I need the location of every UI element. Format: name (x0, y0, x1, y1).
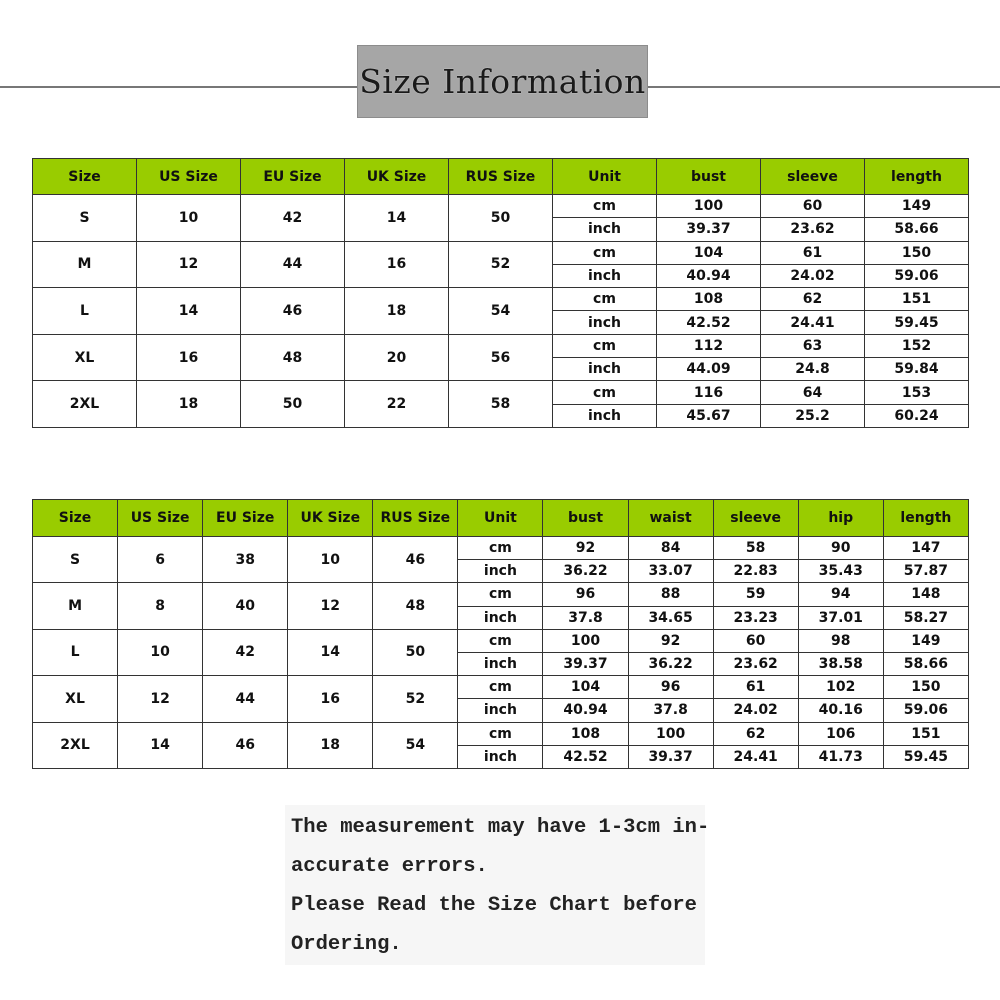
measurement-cell: 24.8 (761, 358, 865, 381)
uk-cell: 14 (345, 195, 449, 242)
table-row (33, 334, 969, 357)
measurement-cell: 23.62 (713, 652, 798, 675)
rus-cell: 52 (373, 676, 458, 722)
measurement-cell: 61 (761, 241, 865, 264)
measurement-cell: 149 (865, 195, 969, 218)
rus-cell: 58 (449, 381, 553, 428)
measurement-cell: 23.23 (713, 606, 798, 629)
table-row (33, 583, 969, 606)
size-cell: S (33, 537, 118, 583)
unit-cell: cm (553, 195, 657, 218)
size-cell: 2XL (33, 381, 137, 428)
column-header: sleeve (761, 159, 865, 195)
measurement-cell: 60.24 (865, 404, 969, 427)
measurement-cell: 38.58 (798, 652, 883, 675)
us-cell: 6 (118, 537, 203, 583)
measurement-cell: 33.07 (628, 560, 713, 583)
column-header: UK Size (288, 500, 373, 537)
table-row (33, 629, 969, 652)
measurement-cell: 58 (713, 537, 798, 560)
measurement-cell: 102 (798, 676, 883, 699)
measurement-cell: 25.2 (761, 404, 865, 427)
measurement-cell: 63 (761, 334, 865, 357)
unit-cell: inch (458, 652, 543, 675)
size-cell: XL (33, 676, 118, 722)
table-row (33, 722, 969, 745)
uk-cell: 12 (288, 583, 373, 629)
measurement-cell: 36.22 (543, 560, 628, 583)
measurement-cell: 62 (761, 288, 865, 311)
column-header: UK Size (345, 159, 449, 195)
measurement-cell: 116 (657, 381, 761, 404)
column-header: EU Size (241, 159, 345, 195)
measurement-cell: 59.84 (865, 358, 969, 381)
size-cell: L (33, 629, 118, 675)
unit-cell: cm (458, 537, 543, 560)
measurement-cell: 22.83 (713, 560, 798, 583)
measurement-cell: 39.37 (543, 652, 628, 675)
size-table-1 (32, 158, 969, 428)
column-header: Unit (553, 159, 657, 195)
measurement-cell: 94 (798, 583, 883, 606)
measurement-cell: 151 (865, 288, 969, 311)
us-cell: 10 (137, 195, 241, 242)
column-header: Size (33, 500, 118, 537)
unit-cell: cm (458, 583, 543, 606)
measurement-cell: 98 (798, 629, 883, 652)
measurement-cell: 108 (543, 722, 628, 745)
table-row (33, 288, 969, 311)
measurement-cell: 150 (865, 241, 969, 264)
measurement-cell: 149 (883, 629, 968, 652)
unit-cell: inch (553, 358, 657, 381)
title-rule-right (648, 86, 1000, 88)
eu-cell: 46 (203, 722, 288, 768)
measurement-cell: 41.73 (798, 745, 883, 768)
measurement-cell: 151 (883, 722, 968, 745)
measurement-cell: 40.94 (543, 699, 628, 722)
rus-cell: 54 (449, 288, 553, 335)
measurement-cell: 36.22 (628, 652, 713, 675)
measurement-cell: 37.8 (628, 699, 713, 722)
size-cell: 2XL (33, 722, 118, 768)
measurement-cell: 39.37 (657, 218, 761, 241)
measurement-cell: 60 (761, 195, 865, 218)
rus-cell: 48 (373, 583, 458, 629)
column-header: US Size (137, 159, 241, 195)
unit-cell: inch (553, 404, 657, 427)
uk-cell: 16 (345, 241, 449, 288)
measurement-cell: 37.01 (798, 606, 883, 629)
measurement-cell: 90 (798, 537, 883, 560)
measurement-cell: 96 (628, 676, 713, 699)
column-header: bust (543, 500, 628, 537)
column-header: EU Size (203, 500, 288, 537)
measurement-cell: 147 (883, 537, 968, 560)
us-cell: 12 (137, 241, 241, 288)
column-header: length (865, 159, 969, 195)
us-cell: 18 (137, 381, 241, 428)
eu-cell: 42 (241, 195, 345, 242)
measurement-cell: 42.52 (657, 311, 761, 334)
column-header: Unit (458, 500, 543, 537)
measurement-cell: 64 (761, 381, 865, 404)
us-cell: 14 (118, 722, 203, 768)
unit-cell: cm (458, 629, 543, 652)
uk-cell: 22 (345, 381, 449, 428)
measurement-cell: 44.09 (657, 358, 761, 381)
measurement-cell: 100 (657, 195, 761, 218)
measurement-cell: 150 (883, 676, 968, 699)
measurement-cell: 62 (713, 722, 798, 745)
size-cell: L (33, 288, 137, 335)
measurement-cell: 153 (865, 381, 969, 404)
rus-cell: 52 (449, 241, 553, 288)
measurement-cell: 40.16 (798, 699, 883, 722)
measurement-cell: 59.06 (865, 264, 969, 287)
unit-cell: inch (458, 699, 543, 722)
page-title: Size Information (357, 45, 648, 118)
measurement-cell: 59.06 (883, 699, 968, 722)
uk-cell: 10 (288, 537, 373, 583)
measurement-cell: 58.66 (865, 218, 969, 241)
unit-cell: cm (458, 676, 543, 699)
measurement-cell: 45.67 (657, 404, 761, 427)
us-cell: 12 (118, 676, 203, 722)
size-cell: XL (33, 334, 137, 381)
size-cell: M (33, 583, 118, 629)
measurement-cell: 59.45 (883, 745, 968, 768)
column-header: bust (657, 159, 761, 195)
us-cell: 14 (137, 288, 241, 335)
note-line: Please Read the Size Chart before (291, 894, 697, 917)
measurement-cell: 92 (628, 629, 713, 652)
measurement-cell: 59 (713, 583, 798, 606)
us-cell: 8 (118, 583, 203, 629)
unit-cell: cm (553, 334, 657, 357)
table-row (33, 537, 969, 560)
column-header: US Size (118, 500, 203, 537)
measurement-cell: 92 (543, 537, 628, 560)
measurement-cell: 24.02 (713, 699, 798, 722)
rus-cell: 56 (449, 334, 553, 381)
column-header: Size (33, 159, 137, 195)
uk-cell: 18 (288, 722, 373, 768)
rus-cell: 46 (373, 537, 458, 583)
unit-cell: inch (458, 606, 543, 629)
column-header: RUS Size (373, 500, 458, 537)
title-rule-left (0, 86, 357, 88)
column-header: hip (798, 500, 883, 537)
eu-cell: 40 (203, 583, 288, 629)
measurement-cell: 61 (713, 676, 798, 699)
rus-cell: 50 (373, 629, 458, 675)
measurement-cell: 23.62 (761, 218, 865, 241)
note-line: Ordering. (291, 933, 402, 956)
column-header: waist (628, 500, 713, 537)
measurement-cell: 40.94 (657, 264, 761, 287)
column-header: RUS Size (449, 159, 553, 195)
note-line: The measurement may have 1-3cm in- (291, 816, 710, 839)
header-row (33, 159, 969, 195)
measurement-cell: 100 (543, 629, 628, 652)
uk-cell: 18 (345, 288, 449, 335)
note-line: accurate errors. (291, 855, 488, 878)
measurement-cell: 58.27 (883, 606, 968, 629)
eu-cell: 38 (203, 537, 288, 583)
measurement-cell: 96 (543, 583, 628, 606)
table-row (33, 676, 969, 699)
measurement-cell: 58.66 (883, 652, 968, 675)
eu-cell: 46 (241, 288, 345, 335)
table-row (33, 241, 969, 264)
unit-cell: inch (553, 311, 657, 334)
eu-cell: 50 (241, 381, 345, 428)
measurement-cell: 60 (713, 629, 798, 652)
measurement-cell: 59.45 (865, 311, 969, 334)
measurement-cell: 148 (883, 583, 968, 606)
size-cell: S (33, 195, 137, 242)
measurement-cell: 106 (798, 722, 883, 745)
eu-cell: 44 (203, 676, 288, 722)
unit-cell: inch (553, 218, 657, 241)
measurement-cell: 34.65 (628, 606, 713, 629)
uk-cell: 16 (288, 676, 373, 722)
measurement-cell: 112 (657, 334, 761, 357)
unit-cell: cm (553, 288, 657, 311)
unit-cell: inch (458, 560, 543, 583)
column-header: length (883, 500, 968, 537)
measurement-cell: 152 (865, 334, 969, 357)
header-row (33, 500, 969, 537)
eu-cell: 44 (241, 241, 345, 288)
measurement-cell: 57.87 (883, 560, 968, 583)
measurement-cell: 24.02 (761, 264, 865, 287)
measurement-cell: 104 (543, 676, 628, 699)
us-cell: 10 (118, 629, 203, 675)
measurement-cell: 35.43 (798, 560, 883, 583)
measurement-cell: 42.52 (543, 745, 628, 768)
measurement-cell: 37.8 (543, 606, 628, 629)
eu-cell: 48 (241, 334, 345, 381)
us-cell: 16 (137, 334, 241, 381)
unit-cell: inch (553, 264, 657, 287)
measurement-cell: 104 (657, 241, 761, 264)
rus-cell: 54 (373, 722, 458, 768)
measurement-note (285, 805, 710, 965)
table-row (33, 195, 969, 218)
unit-cell: cm (553, 241, 657, 264)
measurement-cell: 108 (657, 288, 761, 311)
measurement-cell: 24.41 (761, 311, 865, 334)
column-header: sleeve (713, 500, 798, 537)
eu-cell: 42 (203, 629, 288, 675)
measurement-cell: 100 (628, 722, 713, 745)
rus-cell: 50 (449, 195, 553, 242)
size-table-2 (32, 499, 969, 769)
unit-cell: cm (553, 381, 657, 404)
measurement-cell: 24.41 (713, 745, 798, 768)
uk-cell: 14 (288, 629, 373, 675)
measurement-cell: 84 (628, 537, 713, 560)
table-row (33, 381, 969, 404)
unit-cell: cm (458, 722, 543, 745)
uk-cell: 20 (345, 334, 449, 381)
measurement-cell: 88 (628, 583, 713, 606)
size-cell: M (33, 241, 137, 288)
unit-cell: inch (458, 745, 543, 768)
measurement-cell: 39.37 (628, 745, 713, 768)
